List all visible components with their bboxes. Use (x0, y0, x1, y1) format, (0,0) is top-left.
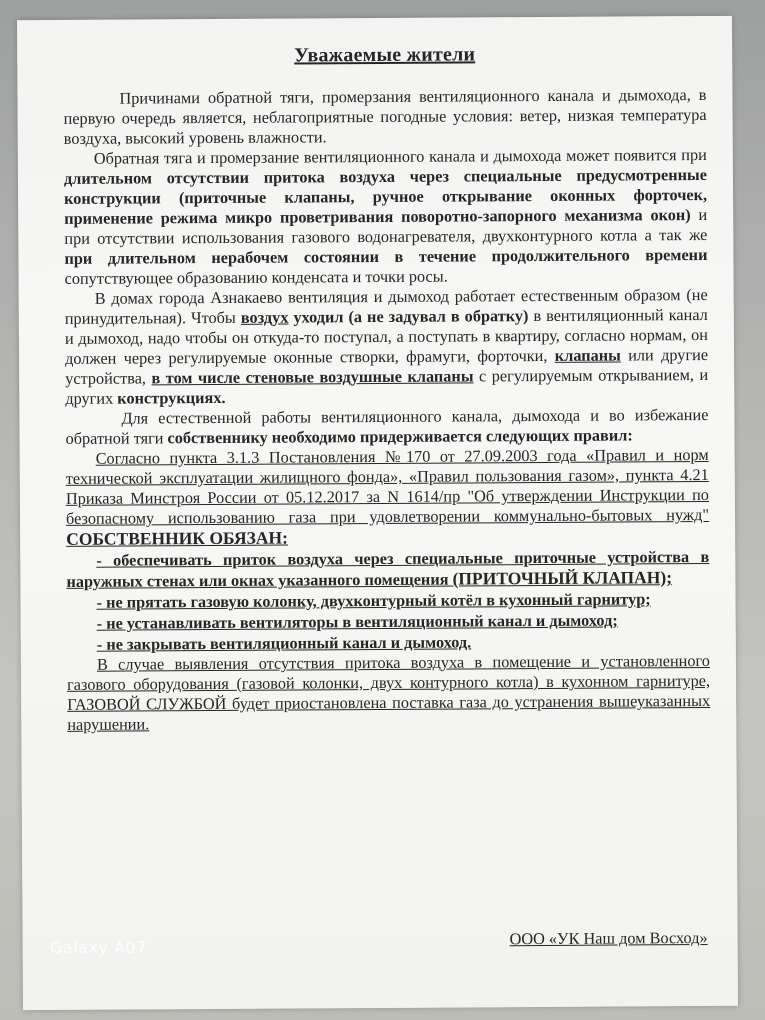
paragraph-gas-suspension: В случае выявления отсутствия притока воздуха в помещение и установленного газового оборудования (газовой колонки, двух контурного котла) в кухонном гарнитуре, ГАЗОВОЙ СЛУЖБОЙ будет приостановлена поставка газа до устранения вышеуказанных нарушении. (66, 650, 711, 734)
paragraph-backdraft: Обратная тяга и промерзание вентиляционного канала и дымохода может появится при длительном отсутствии притока воздуха через специальные предусмотренные конструкции (приточные клапаны, ручное открывание оконных форточек, применение режима микро проветривания поворотно-запорного механизма окон) и при отсутствии использования газового водонагревателя, двухконтурного котла а так же при длительном нерабочем состоянии в течение продолжительного времени сопутствующее образованию конденсата и точки росы. (63, 144, 708, 288)
paragraph-causes: Причинами обратной тяги, промерзания вентиляционного канала и дымохода, в первую очередь является, неблагоприятные погодные условия: ветер, низкая температура воздуха, высокий уровень влажности. (63, 84, 707, 148)
paragraph-natural-ventilation: В домах города Азнакаево вентиляция и дымоход работает естественным образом (не принудительная). Чтобы воздух уходил (а не задувал в обратку) в вентиляционный канал и дымоход, надо чтобы он откуда-то поступал, а поступать в квартиру, согласно нормам, он должен через регулируемые оконные створки, фрамуги, форточки, клапаны или другие устройства, в том числе стеновые воздушные клапаны с регулируемым открыванием, и других конструкциях. (64, 284, 709, 408)
notice-sheet (17, 16, 738, 1010)
paragraph-rules-intro: Для естественной работы вентиляционного канала, дымохода и во избежание обратной тяги собственнику необходимо придерживается следующих правил: (65, 404, 709, 448)
rule-no-closing: - не закрывать вентиляционный канал и дымоход. (96, 632, 472, 654)
signature: ООО «УК Наш дом Восход» (509, 927, 708, 949)
rule-no-hiding-boiler: - не прятать газовую колонку, двухконтурный котёл в кухонный гарнитур; (96, 589, 651, 612)
document-title: Уважаемые жители (294, 43, 476, 67)
camera-watermark: Galaxy A07 (50, 938, 147, 957)
rule-supply-air: - обеспечивать приток воздуха через специальные приточные устройства в наружных стенах или окнах указанного помещения (ПРИТОЧНЫЙ КЛАПАН); (66, 546, 710, 591)
rule-no-fans: - не устанавливать вентиляторы в вентиляционный канал и дымоход; (96, 610, 618, 633)
paragraph-regulation: Согласно пункта 3.1.3 Постановления №170 от 27.09.2003 года «Правил и норм технической эксплуатации жилищного фонда», «Правил пользования газом», пункта 4.21 Приказа Минстроя России от 05.12.2017 за N 1614/пр "Об утверждении Инструкции по безопасному использованию газа при удовлетворении коммунально-бытовых нужд" СОБСТВЕННИК ОБЯЗАН: (65, 444, 710, 549)
